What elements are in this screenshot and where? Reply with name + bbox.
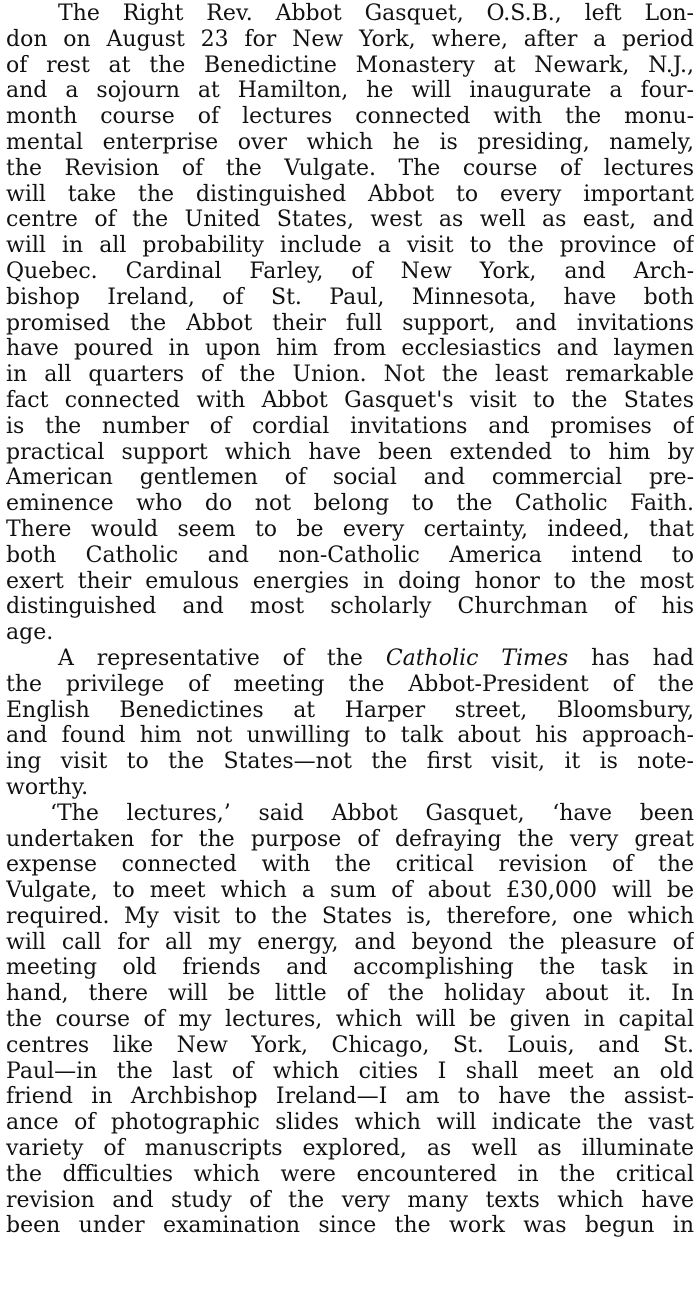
text-line: don on August 23 for New York, where, after a period [6, 26, 694, 52]
text-line: meeting old friends and accomplishing the task in [6, 955, 694, 981]
text-fragment: the [6, 671, 66, 697]
text-line: will in all probability include a visit to the province of [6, 233, 694, 259]
text-line: bishop Ireland, of St. Paul, Minnesota, have both [6, 284, 694, 310]
text-line: centre of the United States, west as well as east, and [6, 207, 694, 233]
text-fragment: privilege of meeting the Abbot-President of the [65, 671, 694, 697]
text-line: have poured in upon him from ecclesiastics and laymen [6, 336, 694, 362]
text-line: ‘The lectures,’ said Abbot Gasquet, ‘have been [50, 800, 694, 826]
text-line: in all quarters of the Union. Not the least remarkable [6, 362, 694, 388]
text-line [6, 672, 694, 698]
text-line: hand, there will be little of the holiday about it. In [6, 981, 694, 1007]
text-line: age. [6, 620, 54, 646]
text-line: practical support which have been extended to him by [6, 439, 694, 465]
text-line: American gentlemen of social and commercial pre- [6, 465, 694, 491]
text-line: worthy. [6, 774, 89, 800]
text-line: of rest at the Benedictine Monastery at Newark, N.J., [6, 52, 694, 78]
paragraph-2 [6, 646, 694, 801]
text-line: The Right Rev. Abbot Gasquet, O.S.B., left Lon- [58, 1, 694, 26]
text-line: centres like New York, Chicago, St. Louis, and St. [6, 1032, 694, 1058]
text-line: Paul—in the last of which cities I shall meet an old [6, 1058, 694, 1084]
article-page [6, 1, 694, 1239]
paragraph-3 [6, 801, 694, 1240]
text-line: distinguished and most scholarly Churchman of his [6, 594, 694, 620]
text-line: and found him not unwilling to talk about his approach- [6, 723, 694, 749]
text-line: is the number of cordial invitations and promises of [6, 413, 694, 439]
text-line: promised the Abbot their full support, and invitations [6, 310, 694, 336]
text-line: the course of my lectures, which will be given in capital [6, 1007, 694, 1033]
text-line: required. My visit to the States is, therefore, one which [6, 903, 694, 929]
text-line: and a sojourn at Hamilton, he will inaugurate a four- [6, 78, 694, 104]
text-line: exert their emulous energies in doing honor to the most [6, 568, 694, 594]
text-line: the Revision of the Vulgate. The course of lectures [6, 155, 694, 181]
text-line [6, 646, 694, 672]
text-line: will call for all my energy, and beyond the pleasure of [6, 929, 694, 955]
text-line: will take the distinguished Abbot to every important [6, 181, 694, 207]
text-line: English Benedictines at Harper street, Bloomsbury, [6, 697, 694, 723]
text-line: variety of manuscripts explored, as well as illuminate [6, 1136, 694, 1162]
text-fragment: has had [568, 645, 694, 671]
text-line: friend in Archbishop Ireland—I am to have the assist- [6, 1084, 694, 1110]
text-line: been under examination since the work was begun in [6, 1213, 694, 1239]
text-line: revision and study of the very many texts which have [6, 1187, 694, 1213]
text-line: There would seem to be every certainty, indeed, that [6, 516, 694, 542]
text-line: Vulgate, to meet which a sum of about £30,000 will be [6, 878, 694, 904]
publication-title: Catholic Times [385, 645, 569, 671]
text-line: mental enterprise over which he is presiding, namely, [6, 129, 694, 155]
text-line: month course of lectures connected with the monu- [6, 104, 694, 130]
text-line: both Catholic and non-Catholic America intend to [6, 542, 694, 568]
text-line: ance of photographic slides which will indicate the vast [6, 1110, 694, 1136]
text-line: undertaken for the purpose of defraying the very great [6, 826, 694, 852]
text-line: expense connected with the critical revision of the [6, 852, 694, 878]
paragraph-1 [6, 1, 694, 646]
text-line: eminence who do not belong to the Catholic Faith. [6, 491, 694, 517]
text-line: Quebec. Cardinal Farley, of New York, and Arch- [6, 258, 694, 284]
text-line: fact connected with Abbot Gasquet's visit to the States [6, 387, 694, 413]
text-fragment: A representative of the [58, 645, 386, 671]
text-line: ing visit to the States—not the first visit, it is note- [6, 749, 694, 775]
text-line: the dfficulties which were encountered in the critical [6, 1161, 694, 1187]
